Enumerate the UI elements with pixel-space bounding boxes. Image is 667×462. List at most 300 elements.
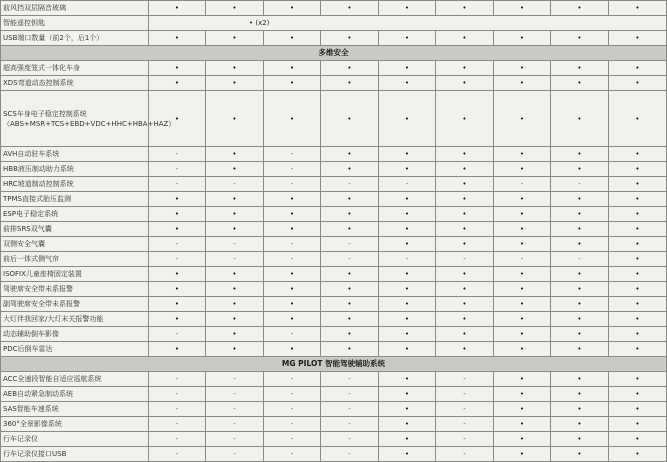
spec-cell xyxy=(149,192,206,207)
standard-mark: • xyxy=(577,420,582,428)
feature-label: 前后一体式侧气帘 xyxy=(1,252,149,267)
spec-cell xyxy=(436,207,494,222)
spec-cell xyxy=(321,312,379,327)
spec-cell xyxy=(494,297,551,312)
spec-cell xyxy=(494,237,551,252)
spec-cell xyxy=(609,402,667,417)
spec-cell xyxy=(206,162,264,177)
standard-mark: • xyxy=(519,165,525,173)
standard-mark: • xyxy=(519,64,525,72)
standard-mark: • xyxy=(174,4,180,12)
standard-mark: • xyxy=(289,225,295,233)
standard-mark: • xyxy=(577,4,582,12)
spec-cell xyxy=(264,342,321,357)
standard-mark: • xyxy=(462,240,467,248)
spec-cell xyxy=(206,312,264,327)
spec-cell xyxy=(494,192,551,207)
spec-cell xyxy=(551,267,609,282)
standard-mark: • xyxy=(347,345,352,353)
spec-cell xyxy=(206,147,264,162)
standard-mark: • xyxy=(289,210,295,218)
standard-mark: • xyxy=(404,390,410,398)
standard-mark: • xyxy=(289,34,295,42)
spec-cell xyxy=(264,402,321,417)
spec-cell xyxy=(321,417,379,432)
standard-mark: • xyxy=(635,315,640,323)
not-available-mark: - xyxy=(520,180,524,188)
spec-cell xyxy=(379,91,436,147)
not-available-mark: - xyxy=(233,390,236,398)
standard-mark: • xyxy=(174,270,180,278)
spec-cell xyxy=(494,372,551,387)
feature-label: 前排SRS双气囊 xyxy=(1,222,149,237)
spec-cell xyxy=(609,91,667,147)
standard-mark: • xyxy=(577,114,582,123)
spec-cell xyxy=(436,417,494,432)
standard-mark: • xyxy=(289,315,295,323)
standard-mark: • xyxy=(347,64,352,72)
standard-mark: • xyxy=(577,225,582,233)
not-available-mark: - xyxy=(290,150,294,158)
feature-label: ACC全速段智能自适应巡航系统 xyxy=(1,372,149,387)
spec-cell xyxy=(206,387,264,402)
not-available-mark: - xyxy=(290,165,294,173)
standard-mark: • xyxy=(232,330,237,338)
standard-mark: • xyxy=(577,195,582,203)
standard-mark: • xyxy=(462,330,467,338)
spec-cell xyxy=(494,1,551,16)
spec-cell xyxy=(551,91,609,147)
spec-cell xyxy=(264,447,321,462)
standard-mark: • xyxy=(404,225,410,233)
spec-cell xyxy=(321,282,379,297)
spec-cell xyxy=(379,342,436,357)
standard-mark: • xyxy=(174,79,180,87)
standard-mark: • xyxy=(232,195,237,203)
not-available-mark: - xyxy=(463,390,466,398)
feature-label: 智能遥控钥匙 xyxy=(1,16,149,31)
feature-label: 行车记录仪接口USB xyxy=(1,447,149,462)
spec-cell xyxy=(494,432,551,447)
spec-cell xyxy=(149,267,206,282)
standard-mark: • xyxy=(232,34,237,42)
standard-mark: • xyxy=(404,285,410,293)
standard-mark: • xyxy=(519,285,525,293)
feature-label: HBB液压制动助力系统 xyxy=(1,162,149,177)
spec-cell xyxy=(494,252,551,267)
standard-mark: • xyxy=(635,180,640,188)
spec-cell xyxy=(436,372,494,387)
standard-mark: • xyxy=(635,375,640,383)
standard-mark: • xyxy=(519,390,525,398)
standard-mark: • xyxy=(519,79,525,87)
spec-cell xyxy=(436,312,494,327)
spec-cell xyxy=(609,147,667,162)
not-available-mark: - xyxy=(290,435,294,443)
not-available-mark: - xyxy=(405,180,409,188)
spec-cell xyxy=(436,1,494,16)
spec-cell xyxy=(551,76,609,91)
standard-mark: • xyxy=(519,150,525,158)
spec-cell xyxy=(149,177,206,192)
standard-mark: • xyxy=(347,150,352,158)
spec-cell xyxy=(436,237,494,252)
standard-mark: • xyxy=(174,345,180,353)
not-available-mark: - xyxy=(348,240,351,248)
standard-mark: • xyxy=(347,225,352,233)
standard-mark: • xyxy=(347,34,352,42)
spec-cell xyxy=(321,402,379,417)
spec-cell xyxy=(551,327,609,342)
spec-cell xyxy=(609,61,667,76)
spec-cell xyxy=(321,252,379,267)
feature-label: AEB自动紧急制动系统 xyxy=(1,387,149,402)
spec-cell xyxy=(264,327,321,342)
feature-row xyxy=(1,342,667,357)
spec-cell xyxy=(206,252,264,267)
not-available-mark: - xyxy=(233,450,236,458)
spec-cell xyxy=(379,147,436,162)
standard-mark: • xyxy=(404,64,410,72)
spec-cell xyxy=(436,432,494,447)
not-available-mark: - xyxy=(463,405,466,413)
spec-cell xyxy=(264,177,321,192)
spec-cell xyxy=(551,432,609,447)
spec-cell xyxy=(321,61,379,76)
standard-mark: • xyxy=(404,34,410,42)
not-available-mark: - xyxy=(290,405,294,413)
spec-cell xyxy=(494,417,551,432)
spec-cell xyxy=(609,222,667,237)
feature-label: PDC后倒车雷达 xyxy=(1,342,149,357)
spec-cell xyxy=(206,267,264,282)
feature-row xyxy=(1,177,667,192)
standard-mark: • xyxy=(635,390,640,398)
standard-mark: • xyxy=(289,285,295,293)
feature-row xyxy=(1,91,667,147)
spec-cell xyxy=(609,267,667,282)
feature-row xyxy=(1,31,667,46)
standard-mark: • xyxy=(577,79,582,87)
spec-cell xyxy=(379,237,436,252)
spec-cell xyxy=(379,282,436,297)
spec-cell xyxy=(321,147,379,162)
spec-cell xyxy=(436,267,494,282)
feature-row xyxy=(1,402,667,417)
spec-cell xyxy=(149,252,206,267)
standard-mark: • xyxy=(232,4,237,12)
spec-cell xyxy=(379,402,436,417)
spec-cell xyxy=(321,207,379,222)
spec-cell xyxy=(551,387,609,402)
spec-cell xyxy=(149,1,206,16)
standard-mark: • xyxy=(577,375,582,383)
standard-mark: • xyxy=(232,225,237,233)
spec-cell xyxy=(436,402,494,417)
spec-cell xyxy=(551,447,609,462)
spec-cell xyxy=(609,76,667,91)
spec-cell xyxy=(206,76,264,91)
standard-mark: • xyxy=(289,4,295,12)
spec-cell xyxy=(264,76,321,91)
standard-mark: • xyxy=(347,210,352,218)
spec-cell xyxy=(149,372,206,387)
spec-cell xyxy=(379,372,436,387)
standard-mark: • xyxy=(232,315,237,323)
not-available-mark: - xyxy=(233,405,236,413)
feature-row xyxy=(1,207,667,222)
feature-row xyxy=(1,147,667,162)
standard-mark: • xyxy=(577,405,582,413)
standard-mark: • xyxy=(289,114,295,123)
spec-cell xyxy=(321,447,379,462)
not-available-mark: - xyxy=(290,330,294,338)
standard-mark: • xyxy=(577,345,582,353)
standard-mark: • xyxy=(635,405,640,413)
spec-cell xyxy=(551,372,609,387)
spec-cell xyxy=(321,91,379,147)
standard-mark: • xyxy=(462,195,467,203)
not-available-mark: - xyxy=(175,240,179,248)
not-available-mark: - xyxy=(463,450,466,458)
section-title: MG PILOT 智能驾驶辅助系统 xyxy=(1,357,667,372)
spec-cell xyxy=(609,342,667,357)
not-available-mark: - xyxy=(175,180,179,188)
not-available-mark: - xyxy=(348,435,351,443)
standard-mark: • xyxy=(347,79,352,87)
standard-mark: • xyxy=(404,114,410,123)
spec-cell xyxy=(379,387,436,402)
spec-cell xyxy=(379,61,436,76)
standard-mark: • xyxy=(462,34,467,42)
spec-cell xyxy=(321,342,379,357)
standard-mark: • xyxy=(577,34,582,42)
spec-cell xyxy=(149,417,206,432)
standard-mark: • xyxy=(519,315,525,323)
spec-cell xyxy=(206,297,264,312)
standard-mark: • xyxy=(462,300,467,308)
standard-mark: • xyxy=(519,300,525,308)
standard-mark: • xyxy=(347,285,352,293)
not-available-mark: - xyxy=(175,420,179,428)
feature-label: SCS车身电子稳定控制系统（ABS+MSR+TCS+EBD+VDC+HHC+HBA+HAZ） xyxy=(1,91,149,147)
spec-cell xyxy=(321,162,379,177)
standard-mark: • xyxy=(519,114,525,123)
spec-cell xyxy=(551,297,609,312)
standard-mark: • xyxy=(232,270,237,278)
standard-mark: • xyxy=(462,225,467,233)
standard-mark: • xyxy=(519,420,525,428)
not-available-mark: - xyxy=(175,150,179,158)
spec-cell xyxy=(494,147,551,162)
standard-mark: • xyxy=(577,285,582,293)
not-available-mark: - xyxy=(175,165,179,173)
standard-mark: • xyxy=(462,270,467,278)
spec-cell xyxy=(379,432,436,447)
spec-cell xyxy=(321,237,379,252)
spec-cell xyxy=(264,387,321,402)
spec-cell xyxy=(206,327,264,342)
spec-cell xyxy=(436,177,494,192)
standard-mark: • xyxy=(232,210,237,218)
standard-mark: • xyxy=(289,64,295,72)
not-available-mark: - xyxy=(405,255,409,263)
standard-mark: • xyxy=(232,285,237,293)
standard-mark: • xyxy=(174,315,180,323)
spec-cell xyxy=(436,76,494,91)
spec-cell xyxy=(609,282,667,297)
standard-mark: • xyxy=(519,210,525,218)
standard-mark: • xyxy=(635,330,640,338)
not-available-mark: - xyxy=(463,375,466,383)
not-available-mark: - xyxy=(290,390,294,398)
standard-mark: • xyxy=(174,114,180,123)
spec-cell xyxy=(609,31,667,46)
section-header-row xyxy=(1,46,667,61)
spec-cell xyxy=(551,252,609,267)
feature-row xyxy=(1,417,667,432)
spec-cell xyxy=(206,192,264,207)
not-available-mark: - xyxy=(175,405,179,413)
not-available-mark: - xyxy=(463,420,466,428)
spec-cell xyxy=(264,312,321,327)
spec-cell xyxy=(436,31,494,46)
standard-mark: • xyxy=(635,300,640,308)
standard-mark: • xyxy=(347,165,352,173)
standard-mark: • xyxy=(577,240,582,248)
spec-cell xyxy=(321,192,379,207)
feature-label: 前风挡双层隔音玻璃 xyxy=(1,1,149,16)
spec-cell xyxy=(206,432,264,447)
spec-cell xyxy=(321,222,379,237)
not-available-mark: - xyxy=(290,450,294,458)
standard-mark: • xyxy=(404,450,410,458)
spec-cell xyxy=(494,207,551,222)
standard-mark: • xyxy=(519,195,525,203)
not-available-mark: - xyxy=(175,255,179,263)
spec-cell xyxy=(321,327,379,342)
standard-mark: • xyxy=(404,330,410,338)
standard-mark: • xyxy=(174,285,180,293)
standard-mark: • xyxy=(635,420,640,428)
standard-mark: • xyxy=(462,210,467,218)
spec-cell xyxy=(551,222,609,237)
not-available-mark: - xyxy=(348,180,351,188)
standard-mark: • xyxy=(577,210,582,218)
spec-cell xyxy=(206,61,264,76)
feature-row xyxy=(1,432,667,447)
spec-cell xyxy=(206,31,264,46)
standard-mark: • xyxy=(519,330,525,338)
spec-cell xyxy=(436,61,494,76)
standard-mark: • xyxy=(635,79,640,87)
spec-cell xyxy=(321,267,379,282)
standard-mark: • xyxy=(462,285,467,293)
standard-mark: • xyxy=(519,345,525,353)
spec-cell xyxy=(609,1,667,16)
spec-cell xyxy=(264,1,321,16)
feature-row xyxy=(1,252,667,267)
spec-cell xyxy=(551,31,609,46)
spec-cell xyxy=(149,91,206,147)
not-available-mark: - xyxy=(290,420,294,428)
standard-mark: • xyxy=(347,315,352,323)
spec-cell xyxy=(379,417,436,432)
spec-cell xyxy=(551,61,609,76)
spec-cell xyxy=(206,1,264,16)
standard-mark: • xyxy=(635,285,640,293)
standard-mark: • xyxy=(347,300,352,308)
spec-cell xyxy=(206,447,264,462)
spec-cell xyxy=(264,297,321,312)
spec-cell xyxy=(436,327,494,342)
spec-cell xyxy=(206,207,264,222)
standard-mark: • xyxy=(404,435,410,443)
spec-cell xyxy=(551,207,609,222)
spec-cell xyxy=(149,297,206,312)
standard-mark: • xyxy=(519,240,525,248)
standard-mark: • xyxy=(577,165,582,173)
spec-cell xyxy=(609,432,667,447)
spec-cell xyxy=(609,207,667,222)
standard-mark: • xyxy=(462,165,467,173)
spec-cell xyxy=(436,91,494,147)
spec-cell xyxy=(321,387,379,402)
spec-cell xyxy=(436,297,494,312)
standard-mark: • xyxy=(635,150,640,158)
feature-row xyxy=(1,447,667,462)
spec-cell xyxy=(206,237,264,252)
standard-mark: • xyxy=(577,435,582,443)
standard-mark: • xyxy=(174,300,180,308)
standard-mark: • xyxy=(462,180,467,188)
section-title: 多维安全 xyxy=(1,46,667,61)
standard-mark: • xyxy=(232,300,237,308)
feature-row xyxy=(1,61,667,76)
not-available-mark: - xyxy=(290,255,294,263)
standard-mark: • xyxy=(232,345,237,353)
standard-mark: • xyxy=(635,255,640,263)
spec-cell xyxy=(609,177,667,192)
standard-mark: • xyxy=(635,240,640,248)
standard-mark: • xyxy=(635,4,640,12)
standard-mark: • xyxy=(289,79,295,87)
feature-label: HRC坡道制动控制系统 xyxy=(1,177,149,192)
spec-cell xyxy=(436,282,494,297)
spec-cell xyxy=(494,312,551,327)
spec-cell xyxy=(551,342,609,357)
standard-mark: • xyxy=(635,195,640,203)
standard-mark: • xyxy=(232,114,237,123)
spec-cell xyxy=(379,76,436,91)
standard-mark: • xyxy=(635,210,640,218)
spec-cell xyxy=(149,402,206,417)
spec-cell xyxy=(379,1,436,16)
standard-mark: • xyxy=(404,315,410,323)
not-available-mark: - xyxy=(290,240,294,248)
standard-mark: • xyxy=(347,330,352,338)
spec-cell xyxy=(149,237,206,252)
spec-cell xyxy=(264,207,321,222)
feature-label: 360°全景影像系统 xyxy=(1,417,149,432)
spec-cell xyxy=(264,31,321,46)
not-available-mark: - xyxy=(175,435,179,443)
spec-cell xyxy=(379,207,436,222)
standard-mark: • xyxy=(462,79,467,87)
standard-mark: • xyxy=(174,210,180,218)
feature-row xyxy=(1,282,667,297)
spec-cell xyxy=(494,31,551,46)
